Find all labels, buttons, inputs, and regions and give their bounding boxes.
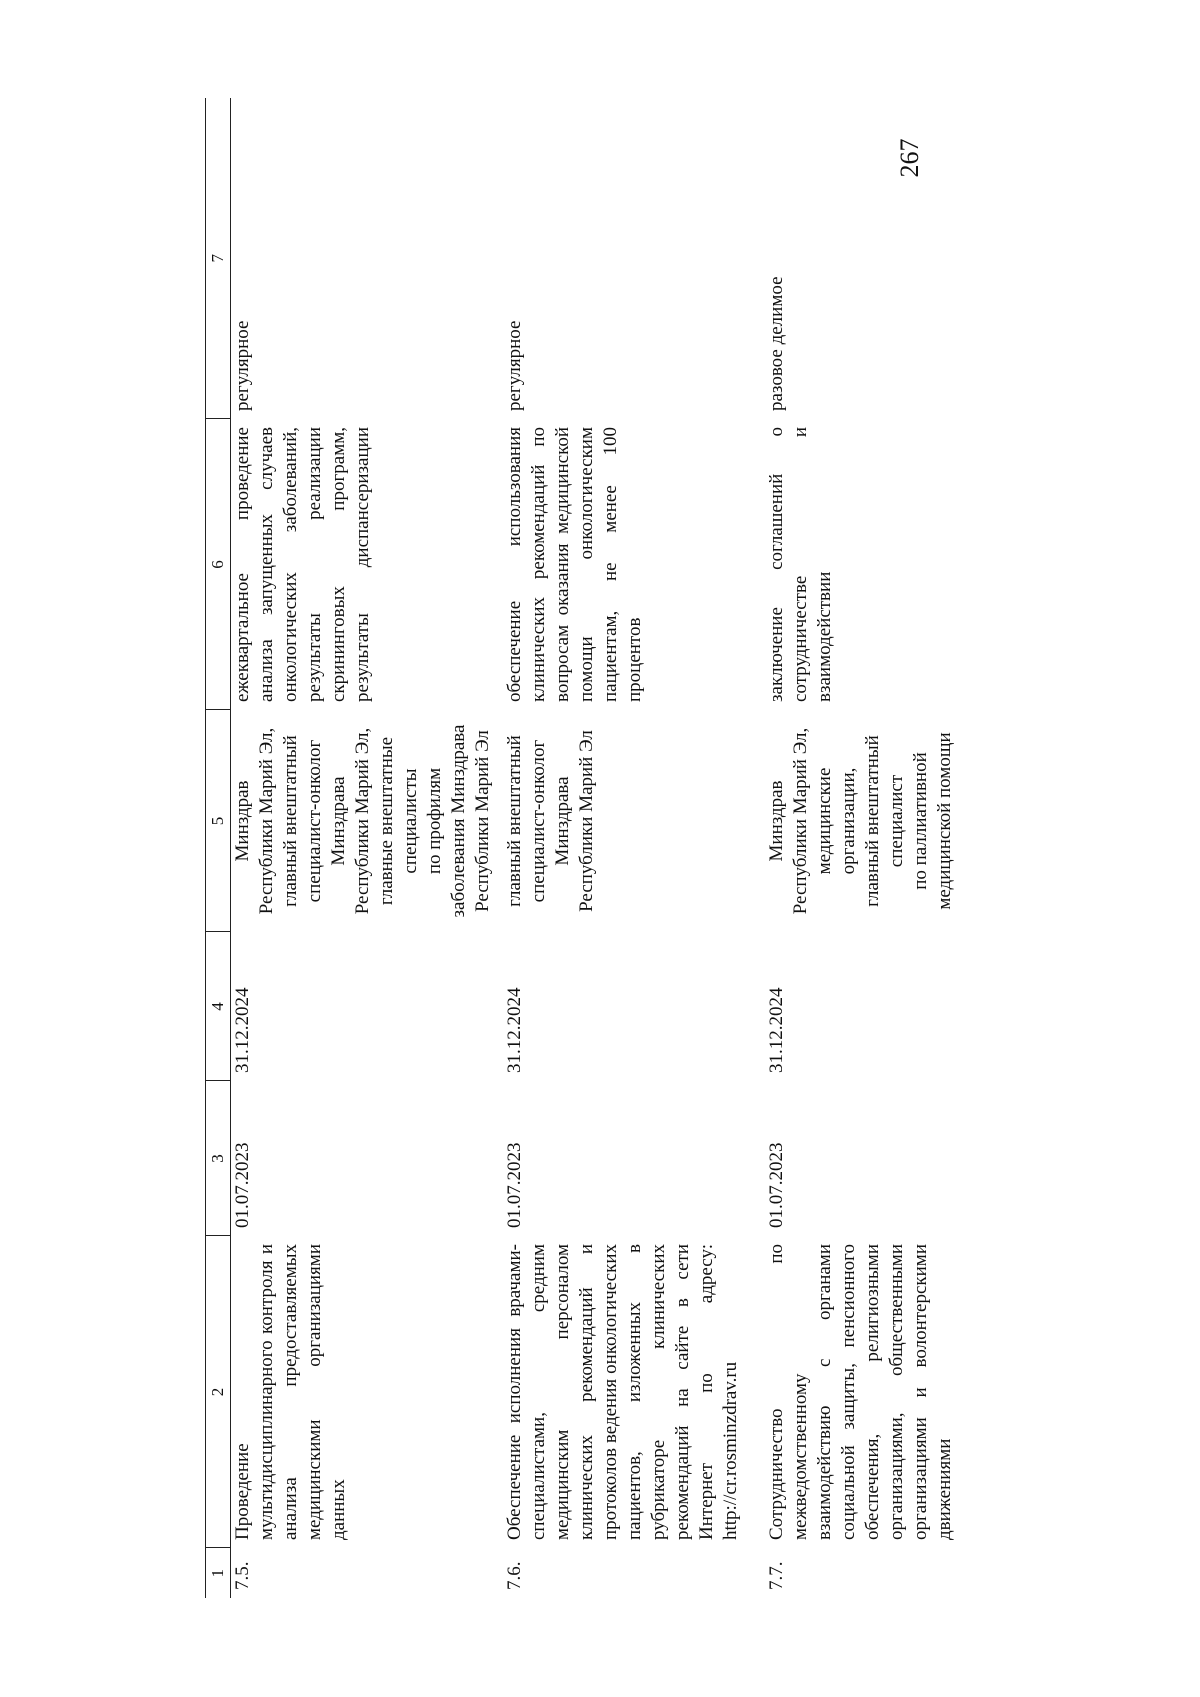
expected-result: ежеквартальное проведение анализа запущенных случаев онкологических заболеваний, результаты реализации скрининговых программ, результаты диспансеризации (232, 427, 373, 702)
responsible-line: организации, (838, 767, 859, 875)
end-date: 31.12.2024 (232, 987, 253, 1073)
responsible-executor (503, 710, 765, 932)
responsible-line: специалисты (400, 768, 421, 874)
responsible-line: главный внештатный (280, 735, 301, 907)
column-header: 4 (206, 932, 231, 1081)
activity-description: Проведение мультидисциплинарного контроля и анализа предоставляемых медицинскими организациями данных (232, 1244, 349, 1540)
activity-type: регулярное (232, 320, 253, 411)
responsible-executor (231, 710, 504, 932)
end-date: 31.12.2024 (504, 987, 525, 1073)
activity-type: разовое делимое (766, 276, 787, 411)
row-number: 7.6. (504, 1561, 525, 1590)
column-header: 7 (206, 98, 231, 419)
responsible-line: медицинские (814, 767, 835, 875)
responsible-line: специалист-онколог (304, 739, 325, 903)
column-number-header (206, 98, 231, 1598)
responsible-line: Республики Марий Эл, (790, 727, 811, 915)
page-number-text: 267 (895, 138, 924, 178)
row-number: 7.7. (766, 1561, 787, 1590)
column-header: 6 (206, 419, 231, 710)
responsible-line: Минздрав (766, 780, 787, 862)
start-date: 01.07.2023 (232, 1142, 253, 1228)
responsible-line: главный внештатный (504, 735, 525, 907)
responsible-line: Республики Марий Эл (576, 730, 597, 912)
activity-description: Сотрудничество по межведомственному взаимодействию с органами социальной защиты, пенсионного обеспечения, религиозными организациями, общественными организациями и волонтерскими движениями (766, 1244, 955, 1540)
column-header: 1 (206, 1548, 231, 1598)
table-row (231, 98, 504, 1598)
activity-type: регулярное (504, 320, 525, 411)
responsible-line: Республики Марий Эл, (256, 727, 277, 915)
row-number: 7.5. (232, 1561, 253, 1590)
responsible-line: специалист-онколог (528, 739, 549, 903)
responsible-executor (765, 710, 959, 932)
responsible-line: по паллиативной (910, 752, 931, 890)
responsible-line: Республики Марий Эл (472, 730, 493, 912)
responsible-line: по профилям (424, 767, 445, 875)
table-row (765, 98, 959, 1598)
responsible-line: главные внештатные (376, 736, 397, 906)
table-row (503, 98, 765, 1598)
responsible-line: главный внештатный (862, 735, 883, 907)
expected-result: обеспечение использования клинических рекомендаций по вопросам оказания медицинской помощи онкологическим пациентам, не менее 100 процентов (504, 427, 645, 702)
responsible-line: заболевания Минздрава (448, 724, 469, 918)
responsible-line: Минздрав (232, 780, 253, 862)
responsible-line: специалист (886, 774, 907, 868)
start-date: 01.07.2023 (766, 1142, 787, 1228)
end-date: 31.12.2024 (766, 987, 787, 1073)
column-header: 5 (206, 710, 231, 932)
start-date: 01.07.2023 (504, 1142, 525, 1228)
responsible-line: Минздрава (552, 776, 573, 866)
expected-result: заключение соглашений о сотрудничестве и взаимодействии (766, 427, 835, 702)
responsible-line: медицинской помощи (934, 732, 955, 910)
responsible-line: Минздрава (328, 776, 349, 866)
plan-table (205, 98, 959, 1598)
responsible-line: Республики Марий Эл, (352, 727, 373, 915)
activity-description: Обеспечение исполнения врачами-специалистами, средним медицинским персоналом клинических рекомендаций и протоколов ведения онкологических пациентов, изложенных в рубрикаторе клинических рекомендаций на сайте в сети Интернет по адресу: http://cr.rosminzdrav.ru (504, 1244, 741, 1540)
column-header: 2 (206, 1236, 231, 1548)
column-header: 3 (206, 1081, 231, 1236)
